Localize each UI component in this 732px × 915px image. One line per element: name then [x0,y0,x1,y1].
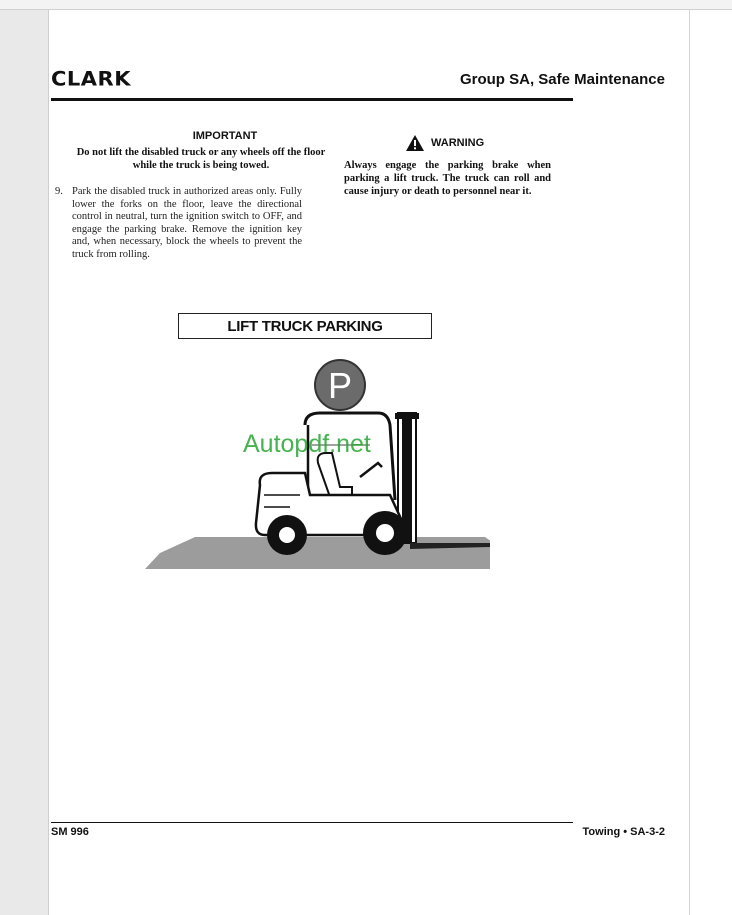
warning-heading-row [405,134,484,152]
watermark: Autopdf.net [243,430,371,458]
floor-shadow [145,537,490,569]
header-rule [51,98,573,101]
footer-rule [51,822,573,823]
steering-column [360,463,382,477]
manual-number: SM 996 [51,826,89,838]
warning-heading: WARNING [431,137,485,149]
parking-badge-letter: P [327,365,353,406]
warning-text: Always engage the parking brake when parking a lift truck. The truck can roll and cause injury or death to personnel near it. [344,160,551,197]
step-text: Park the disabled truck in authorized areas only. Fully lower the forks on the floor, leave the directional control in neutral, turn the ignition switch to OFF, and engage the parking brake. Remove the ignition key and, when necessary, block the wheels to prevent the truck from rolling. [72,186,302,260]
warning-triangle-icon [405,134,425,152]
important-text: Do not lift the disabled truck or any wheels off the floor while the truck is being towed. [76,147,326,171]
illustration-title: LIFT TRUCK PARKING [178,313,432,339]
step-number: 9. [55,186,63,197]
next-page-edge [689,10,732,915]
step-paragraph [55,186,302,262]
page-reference: Towing • SA-3-2 [582,826,665,838]
important-heading: IMPORTANT [192,130,258,142]
clark-logo: CLARK [51,67,131,91]
operator-seat [318,453,352,497]
section-title: Group SA, Safe Maintenance [459,71,665,88]
viewer-top-bar [0,0,732,10]
